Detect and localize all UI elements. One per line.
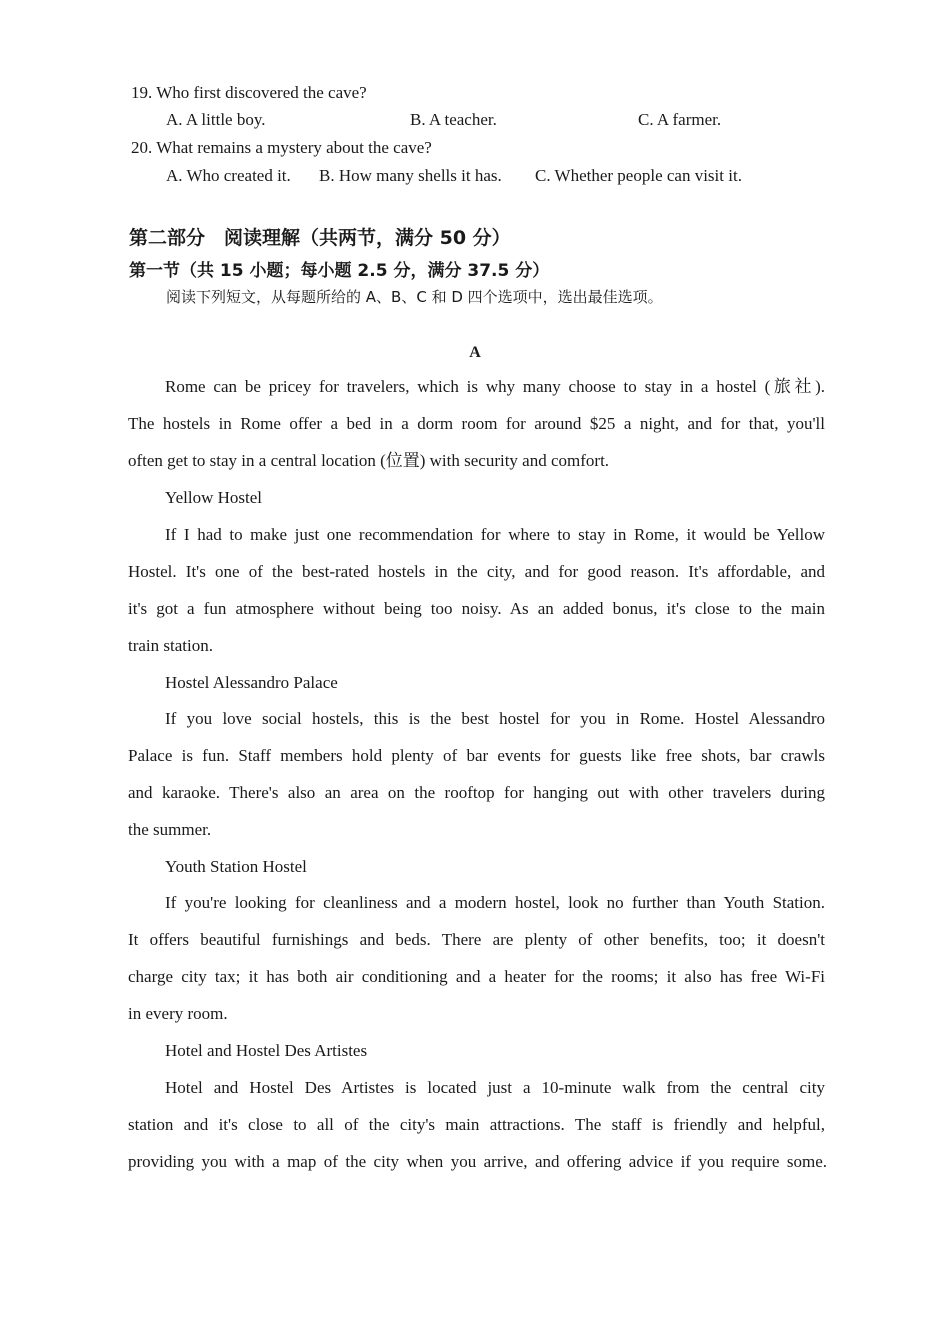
alessandro-line-2: Palace is fun. Staff members hold plenty of bar events for guests like free shots, bar crawls [128, 746, 825, 765]
hostel-name-yellow: Yellow Hostel [165, 488, 262, 507]
yellow-line-3: it's got a fun atmosphere without being too noisy. As an added bonus, it's close to the main [128, 599, 825, 618]
question-19-stem: 19. Who first discovered the cave? [131, 83, 367, 102]
youth-line-1: If you're looking for cleanliness and a modern hostel, look no further than Youth Station. [165, 893, 825, 912]
section-subtitle: 第一节（共 15 小题；每小题 2.5 分，满分 37.5 分） [129, 261, 550, 281]
section-instruction: 阅读下列短文，从每题所给的 A、B、C 和 D 四个选项中，选出最佳选项。 [166, 288, 663, 306]
question-19-option-b: B. A teacher. [410, 110, 497, 129]
passage-label: A [469, 344, 481, 361]
yellow-line-4: train station. [128, 636, 213, 655]
question-19-option-a: A. A little boy. [166, 110, 266, 129]
intro-line-2: The hostels in Rome offer a bed in a dorm room for around $25 a night, and for that, you'll [128, 414, 825, 433]
hostel-name-des-artistes: Hotel and Hostel Des Artistes [165, 1041, 368, 1060]
intro-line-3: often get to stay in a central location (位置) with security and comfort. [128, 451, 610, 470]
hostel-name-alessandro: Hostel Alessandro Palace [165, 673, 338, 692]
question-20-stem: 20. What remains a mystery about the cave? [131, 138, 432, 157]
alessandro-line-1: If you love social hostels, this is the best hostel for you in Rome. Hostel Alessandro [165, 709, 825, 728]
artistes-line-3: providing you with a map of the city when you arrive, and offering advice if you require some. [128, 1152, 827, 1171]
artistes-line-1: Hotel and Hostel Des Artistes is located just a 10-minute walk from the central city [165, 1078, 825, 1097]
question-20-option-c: C. Whether people can visit it. [535, 166, 742, 185]
alessandro-line-3: and karaoke. There's also an area on the rooftop for hanging out with other travelers during [128, 783, 825, 802]
section-title: 第二部分 阅读理解（共两节，满分 50 分） [129, 227, 511, 249]
hostel-name-youth-station: Youth Station Hostel [165, 857, 307, 876]
youth-line-3: charge city tax; it has both air conditioning and a heater for the rooms; it also has free Wi-Fi [128, 967, 825, 986]
artistes-line-2: station and it's close to all of the city's main attractions. The staff is friendly and helpful, [128, 1115, 825, 1134]
youth-line-4: in every room. [128, 1004, 228, 1023]
yellow-line-1: If I had to make just one recommendation for where to stay in Rome, it would be Yellow [165, 525, 825, 544]
youth-line-2: It offers beautiful furnishings and beds. There are plenty of other benefits, too; it doesn't [128, 930, 825, 949]
question-20-option-a: A. Who created it. [166, 166, 291, 185]
alessandro-line-4: the summer. [128, 820, 212, 839]
intro-line-1: Rome can be pricey for travelers, which is why many choose to stay in a hostel (旅社). [165, 377, 825, 396]
yellow-line-2: Hostel. It's one of the best-rated hostels in the city, and for good reason. It's affordable, and [128, 562, 825, 581]
question-19-option-c: C. A farmer. [638, 110, 722, 129]
question-20-option-b: B. How many shells it has. [319, 166, 502, 185]
